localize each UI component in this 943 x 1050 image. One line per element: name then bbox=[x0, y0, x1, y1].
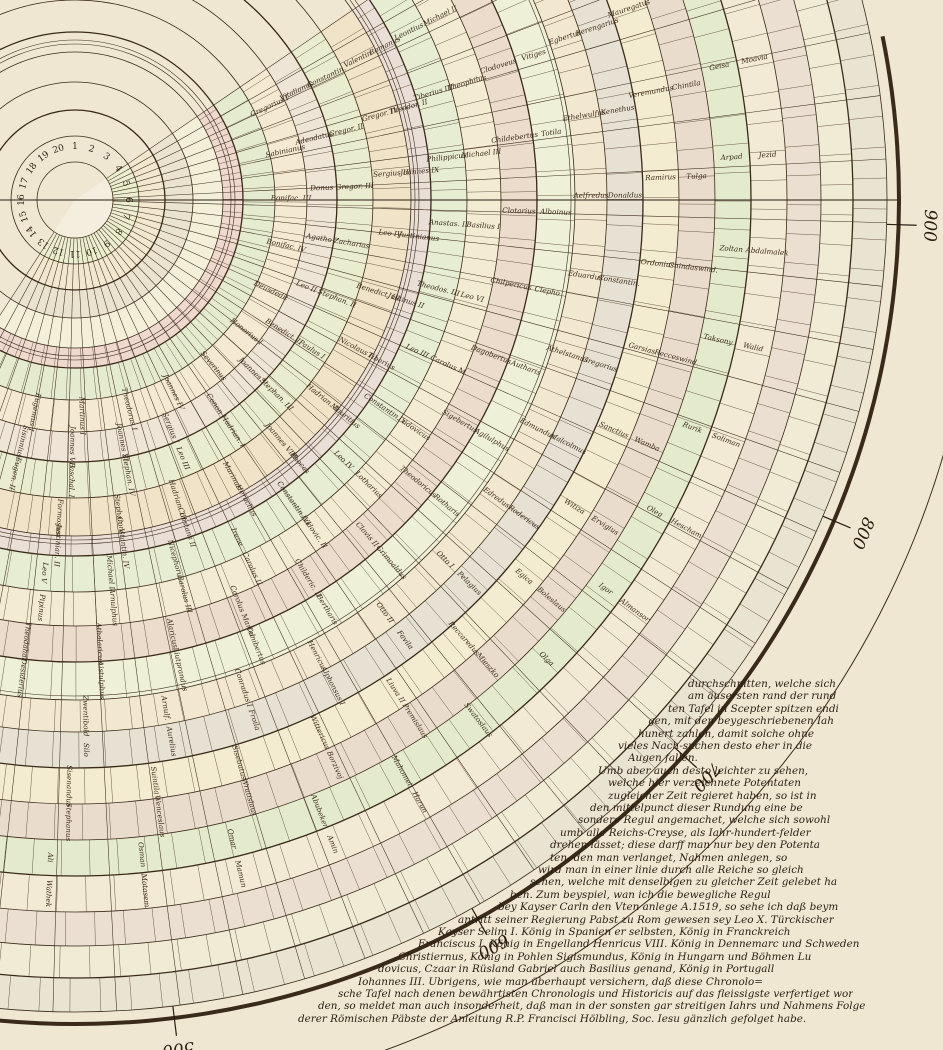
ruler-label: Omar bbox=[225, 827, 240, 850]
ruler-label: Ethelwulfus bbox=[561, 107, 607, 124]
ruler-label: Constantin. bbox=[305, 63, 348, 90]
ruler-label: Hescham bbox=[669, 516, 704, 541]
ruler-label: Borzivoj bbox=[325, 749, 346, 781]
ruler-label: Conon bbox=[204, 391, 226, 416]
ruler-label: Carolus Martel bbox=[228, 583, 258, 639]
ruler-label: Paschal. I bbox=[67, 462, 77, 498]
ruler-label: Joannes V bbox=[237, 355, 270, 387]
legend-line: zugleicher Zeit regieret haben, so ist in bbox=[608, 789, 817, 802]
ruler-label: Arnulf. bbox=[159, 694, 173, 721]
ruler-label: Osman bbox=[136, 841, 148, 868]
ruler-label: Amin bbox=[325, 833, 341, 855]
center-number-16: 16 bbox=[17, 194, 27, 206]
ruler-label: Harun bbox=[410, 789, 430, 815]
ruler-label: Autharis bbox=[509, 357, 543, 378]
ruler-label: Mahomet bbox=[389, 753, 415, 789]
ruler-label: Ludovicus bbox=[396, 414, 433, 443]
ruler-label: Mauritius bbox=[328, 401, 363, 431]
ruler-label: Ramirus bbox=[645, 172, 677, 183]
year-mark-600: 600 bbox=[473, 929, 513, 963]
ruler-label: Donaldus bbox=[607, 190, 643, 200]
ruler-label: Stephan. III bbox=[258, 375, 296, 413]
center-number-13: 13 bbox=[36, 235, 52, 251]
ruler-label: Athalaricus bbox=[94, 622, 106, 665]
legend-line: sche Tafel nach denen bewährtisten Chronologis und Historicis auf das fleissigste verfertiget wor bbox=[338, 988, 854, 1000]
ruler-label: Justinus II bbox=[386, 290, 426, 311]
ruler-label: Chindaswind. bbox=[668, 260, 719, 275]
ruler-label: Olga bbox=[537, 649, 557, 668]
ruler-label: Favila bbox=[395, 628, 416, 652]
ruler-label: Michael I bbox=[104, 554, 117, 590]
ruler-label: Wamba bbox=[633, 434, 662, 454]
legend-line: sondere Regul angemachet, welche sich sowohl bbox=[578, 814, 831, 827]
ruler-label: Childeric. II bbox=[293, 556, 324, 599]
ruler-label: Tiberius III bbox=[412, 82, 455, 103]
ruler-label: Tiberius bbox=[365, 349, 397, 373]
ruler-label: Basilius I bbox=[466, 219, 501, 232]
ruler-label: Moavia bbox=[740, 51, 769, 66]
ruler-label: Romanus bbox=[367, 34, 402, 58]
legend-line: den, so meldet man auch insonderheit, daß man in der sonsten gar streitigen Iahrs und Nahmens Folge bbox=[318, 1000, 866, 1013]
legend-line: umb alle Reichs-Creyse, als Iahr-hundert-felder bbox=[560, 826, 811, 839]
ruler-label: Heraclius bbox=[234, 482, 260, 518]
ruler-label: Eugen. II bbox=[7, 456, 24, 491]
ruler-label: Bonifac. III bbox=[270, 193, 312, 203]
ruler-label: Phocas bbox=[288, 450, 312, 476]
ruler-label: Pipinus bbox=[36, 593, 48, 622]
center-number-10: 10 bbox=[84, 243, 99, 257]
ruler-label: Theophilus bbox=[446, 72, 488, 93]
year-mark-700: 700 bbox=[688, 757, 725, 796]
center-number-11: 11 bbox=[69, 248, 81, 258]
ruler-label: Edmundus bbox=[518, 415, 558, 442]
ruler-label: Veremundus bbox=[627, 82, 675, 101]
ruler-label: Desiderius bbox=[15, 658, 29, 698]
ruler-label: Philippicus bbox=[426, 150, 468, 164]
center-number-15: 15 bbox=[18, 209, 32, 224]
ruler-label: Leo IV bbox=[332, 448, 356, 472]
center-number-7: 7 bbox=[119, 212, 132, 221]
ruler-label: Chintila bbox=[671, 77, 702, 93]
ruler-label: Leo VI bbox=[459, 289, 485, 305]
ruler-label: Zacharias bbox=[333, 235, 371, 251]
ruler-label: Chilpericus bbox=[489, 275, 533, 293]
ruler-label: Dagobertus bbox=[469, 342, 513, 367]
ruler-label: Edredus bbox=[481, 484, 512, 510]
ruler-label: Sisinnius bbox=[14, 424, 31, 459]
ruler-label: Martinus I bbox=[77, 396, 88, 436]
ruler-label: Oleg bbox=[645, 502, 665, 519]
legend-line: Franciscus I. König in Engelland Henricus VIII. König in Dennemarc und Schweden bbox=[418, 938, 860, 951]
ruler-label: Gregor. II bbox=[327, 121, 365, 139]
legend-line: ten, den man verlanget, Nahmen anlegen, so bbox=[550, 851, 788, 864]
ruler-label: Sisenandus bbox=[64, 765, 75, 807]
legend-line: durchschnitten, welche sich bbox=[688, 678, 836, 690]
ruler-label: Ali bbox=[45, 852, 56, 863]
ruler-label: Joannes VIII bbox=[263, 420, 300, 461]
ruler-label: Boleslaus bbox=[535, 584, 568, 615]
ruler-label: Stephanus bbox=[64, 802, 74, 842]
ruler-label: Athelstanus bbox=[545, 342, 590, 365]
ruler-label: Sigebertus bbox=[440, 407, 480, 435]
ruler-label: Deusdedit bbox=[252, 278, 290, 303]
ruler-label: Reccaredus bbox=[446, 619, 482, 658]
ruler-label: Cunibertus bbox=[244, 624, 269, 666]
ruler-label: Clepho bbox=[533, 283, 561, 298]
ruler-label: Anastas. II bbox=[428, 217, 469, 229]
ruler-label: Gregor. III bbox=[335, 180, 374, 192]
ruler-label: Sergius I bbox=[160, 410, 182, 445]
ruler-label: Bertharis bbox=[314, 592, 341, 627]
ruler-label: Arnulphus bbox=[107, 587, 121, 627]
ruler-label: Igor bbox=[597, 580, 615, 597]
ruler-label: Carolus II bbox=[240, 550, 265, 587]
legend-line: wird man in einer linie durch alle Reiche so gleich bbox=[538, 864, 804, 876]
ruler-label: Leo II bbox=[294, 278, 318, 295]
ruler-label: Taksony bbox=[702, 331, 734, 347]
ruler-label: Marinus bbox=[221, 459, 244, 491]
ruler-label: Stephan. V bbox=[112, 493, 127, 535]
year-mark-500: 500 bbox=[160, 1036, 196, 1050]
ruler-label: Suintila bbox=[149, 765, 162, 796]
legend-line: Umb aber auch desto leichter zu sehen, bbox=[598, 764, 809, 777]
ruler-label: Leontius bbox=[392, 20, 425, 43]
ruler-label: Hadrian. III bbox=[166, 478, 189, 522]
ruler-label: Wratislaus bbox=[239, 777, 260, 817]
ruler-label: Vitalianus bbox=[278, 78, 315, 103]
center-number-4: 4 bbox=[112, 163, 124, 175]
ruler-label: Valentin. bbox=[342, 47, 375, 70]
legend-line: den mittelpunct dieser Rundung eine be bbox=[590, 802, 803, 814]
ruler-label: Adeodatus bbox=[294, 128, 334, 147]
ruler-label: Grimoaldus bbox=[374, 543, 409, 582]
ruler-label: Zoltan bbox=[719, 243, 744, 254]
ruler-label: Vitiges bbox=[520, 46, 547, 63]
ruler-label: Justinian. II bbox=[52, 524, 64, 568]
ruler-label: Stephan. IV bbox=[120, 452, 138, 497]
ruler-label: Theodahat bbox=[19, 621, 34, 662]
ruler-label: Arpad bbox=[720, 151, 743, 163]
legend-line: welche hier verzeichnete Potentaten bbox=[608, 777, 801, 790]
ruler-label: Constantin. IV bbox=[115, 516, 132, 570]
scepter-900 bbox=[887, 224, 917, 225]
ruler-label: Geisa bbox=[708, 59, 731, 73]
ruler-label: Wittericus bbox=[308, 713, 333, 752]
ruler-label: Garsias bbox=[627, 340, 657, 356]
ruler-label: Theodor. II bbox=[387, 97, 429, 117]
ruler-label: Aistulphus bbox=[96, 660, 108, 700]
ruler-label: Clodoveus bbox=[478, 55, 518, 76]
ruler-label: Mamun bbox=[233, 859, 249, 889]
ruler-label: Hadrian. I bbox=[219, 413, 248, 449]
ruler-label: Froila bbox=[246, 708, 263, 732]
ruler-label: Aelfredus bbox=[573, 190, 609, 200]
legend-line: hunert zahlen, damit solche ohne bbox=[638, 727, 814, 740]
ruler-label: Rotharis bbox=[432, 491, 462, 519]
center-number-3: 3 bbox=[100, 151, 112, 163]
ruler-label: Rurik bbox=[681, 419, 704, 436]
ruler-label: Aurelius bbox=[164, 725, 179, 758]
legend-line: dovicus, Czaar in Rüsland Gabriel auch Basilius genand, König in Portugall bbox=[378, 963, 775, 976]
ruler-label: Clovis II bbox=[354, 519, 381, 549]
ruler-label: Michael II bbox=[421, 3, 459, 28]
ruler-label: Gregorius I bbox=[248, 92, 291, 119]
ruler-label: Donus bbox=[310, 182, 334, 193]
ruler-label: Paulus I bbox=[297, 337, 327, 361]
legend-line: vieles Nach-suchen desto eher in die bbox=[618, 740, 813, 752]
ruler-label: Kenethus bbox=[599, 102, 636, 117]
ruler-label: Jezid bbox=[758, 149, 777, 160]
ruler-label: Abdalmalek bbox=[745, 245, 789, 258]
ruler-label: Gregor. IV bbox=[360, 104, 400, 124]
ruler-label: Constantin. V bbox=[362, 390, 409, 427]
center-number-1: 1 bbox=[72, 142, 78, 152]
ruler-label: Silo bbox=[81, 742, 92, 757]
legend-line: sehen, welche mit denselbigen zu gleicher Zeit gelebet ha bbox=[530, 876, 838, 889]
ruler-label: Stephan. II bbox=[316, 286, 358, 310]
ruler-label: Alboinus bbox=[539, 206, 572, 217]
ruler-label: Swatoslaus bbox=[462, 700, 495, 739]
ruler-label: Rodericus bbox=[506, 502, 542, 532]
ruler-label: Constantin. bbox=[597, 272, 641, 289]
center-number-19: 19 bbox=[36, 149, 52, 165]
year-mark-800: 800 bbox=[846, 514, 879, 552]
ruler-label: Abubeker bbox=[309, 792, 331, 829]
ruler-label: Mauregatus bbox=[606, 0, 652, 20]
center-number-18: 18 bbox=[24, 161, 40, 177]
ruler-label: Otto II bbox=[374, 600, 396, 625]
scepter-500 bbox=[173, 1006, 177, 1036]
ruler-label: Theodorus I bbox=[119, 386, 140, 432]
ruler-label: Egbertus bbox=[547, 27, 582, 47]
ruler-label: Irene bbox=[229, 526, 246, 548]
ruler-label: Otto I bbox=[434, 548, 457, 570]
ruler-label: Alaricus bbox=[165, 617, 181, 649]
ruler-label: Leo III bbox=[404, 341, 431, 360]
ruler-label: Ludovic. II bbox=[299, 513, 330, 551]
ruler-label: Ordonius bbox=[640, 256, 675, 270]
legend-line: gen, mit den beygeschriebenen Iah bbox=[648, 715, 834, 728]
ruler-label: Benedict. III bbox=[355, 280, 402, 303]
ruler-label: Zwentibold bbox=[81, 695, 91, 737]
ruler-label: Tulga bbox=[686, 171, 707, 181]
ruler-label: Michael III bbox=[460, 146, 502, 160]
ruler-label: Childebertus bbox=[490, 129, 539, 146]
ruler-label: Eduardus bbox=[567, 268, 604, 283]
ruler-label: Clotarius bbox=[502, 205, 536, 216]
ruler-label: Eugenius I bbox=[26, 392, 44, 433]
ruler-label: Recceswind. bbox=[653, 347, 700, 368]
ruler-label: Joannes IV bbox=[161, 372, 187, 412]
legend-line: derer Römischen Päbste der Anleitung R.P. Francisci Hölbling, Soc. Iesu gänzlich gefolget habe. bbox=[298, 1012, 807, 1025]
ruler-label: Joannes VII bbox=[67, 425, 78, 469]
ruler-label: Sanctius bbox=[597, 419, 631, 440]
ruler-label: Leo IV bbox=[378, 227, 403, 239]
center-number-9: 9 bbox=[100, 237, 112, 249]
ruler-label: Malcolmus bbox=[548, 430, 588, 457]
ruler-label: Agilulphus bbox=[473, 425, 512, 454]
ruler-label: Joannes VI bbox=[114, 422, 131, 463]
ruler-label: Theodos. III bbox=[416, 278, 461, 298]
ruler-label: Formosus bbox=[54, 498, 66, 535]
legend-line: bey Kayser Carln den Vten anlege A.1519, so sehe ich daß beym bbox=[498, 901, 839, 914]
center-number-2: 2 bbox=[87, 143, 96, 156]
ruler-label: Constans II bbox=[176, 506, 198, 549]
ruler-label: Agatho bbox=[305, 231, 333, 245]
ruler-label: Carolus III bbox=[175, 573, 195, 614]
ruler-label: Premislaus bbox=[400, 701, 431, 740]
ruler-label: Soliman bbox=[710, 430, 742, 450]
ruler-label: Constantin. VI bbox=[275, 479, 313, 528]
ruler-label: Severinus bbox=[198, 348, 229, 383]
ruler-label: Henricus bbox=[305, 638, 330, 673]
ruler-label: Witiza bbox=[562, 496, 587, 517]
ruler-label: Sisebutus bbox=[230, 744, 249, 781]
ruler-label: Alphonsus I bbox=[319, 664, 348, 707]
ruler-label: Walid bbox=[742, 340, 765, 354]
center-number-12: 12 bbox=[51, 243, 66, 257]
ruler-label: Hadrian. II bbox=[304, 381, 342, 414]
ruler-label: Ervigius bbox=[589, 513, 621, 537]
ruler-label: Sergius II bbox=[372, 167, 410, 180]
center-number-5: 5 bbox=[119, 179, 132, 188]
ruler-label: Theodoricus bbox=[398, 463, 439, 500]
legend-line: Augen fallen. bbox=[628, 752, 698, 765]
ruler-label: Leo III bbox=[174, 445, 193, 472]
ruler-label: Motasem bbox=[139, 873, 152, 908]
ruler-label: Carolus M. bbox=[429, 352, 470, 378]
ruler-label: Justinianus bbox=[398, 229, 440, 244]
ruler-label: Nicolaus I bbox=[337, 334, 375, 360]
ruler-label: Lotharius bbox=[353, 468, 385, 500]
ruler-label: Joannes IX bbox=[400, 164, 440, 177]
ruler-label: Bonifac. IV bbox=[265, 236, 307, 255]
center-number-20: 20 bbox=[51, 143, 66, 157]
ruler-label: Sabinianus bbox=[264, 141, 306, 160]
legend-line: ten Tafel in Scepter spitzen endi bbox=[668, 702, 839, 715]
ruler-label: Nicephorus bbox=[165, 538, 186, 582]
legend-line: Christiernus, König in Pohlen Sigismundus, König in Hungarn und Böhmen Lu bbox=[398, 950, 812, 963]
ruler-label: Honorius I bbox=[228, 315, 265, 347]
ruler-label: Wenceslaus bbox=[152, 794, 168, 838]
ruler-label: Pelagius bbox=[455, 569, 484, 597]
center-number-17: 17 bbox=[18, 176, 32, 191]
ruler-label: Conradus I bbox=[232, 667, 255, 709]
ruler-label: Wathek bbox=[43, 879, 55, 908]
legend-line: ben. Zum beyspiel, wan ich die bewegliche Regul bbox=[510, 888, 771, 901]
year-mark-900: 900 bbox=[919, 209, 941, 243]
ruler-label: Berengarius bbox=[574, 15, 620, 38]
legend-line: drehen lässet; diese darff man nur bey den Potenta bbox=[550, 839, 820, 852]
ruler-label: Leo V bbox=[39, 562, 51, 584]
ruler-label: Liuva II bbox=[384, 676, 408, 705]
ruler-label: Gregorius bbox=[581, 354, 619, 374]
legend-line: Kayser Selim I. König in Spanien er selbsten, König in Franckreich bbox=[438, 926, 791, 938]
ruler-label: Egica bbox=[513, 566, 536, 587]
center-number-8: 8 bbox=[112, 225, 124, 237]
ruler-label: Totila bbox=[540, 126, 562, 139]
ruler-label: Almansor bbox=[618, 596, 652, 624]
legend-line: Iohannes III. Ubrigens, wie man überhaupt versichern, daß diese Chronolo= bbox=[358, 975, 764, 988]
legend-line: antritt seiner Regierung Pabst zu Rom gewesen sey Leo X. Türckischer bbox=[458, 913, 834, 926]
ruler-label: Mieszko bbox=[474, 650, 502, 680]
legend-line: am äusersten rand der rund bbox=[688, 690, 837, 703]
center-number-14: 14 bbox=[24, 223, 40, 239]
center-number-6: 6 bbox=[123, 197, 133, 203]
ruler-label: Benedict. II bbox=[263, 316, 305, 347]
ruler-label: Liutprandus bbox=[171, 646, 190, 692]
